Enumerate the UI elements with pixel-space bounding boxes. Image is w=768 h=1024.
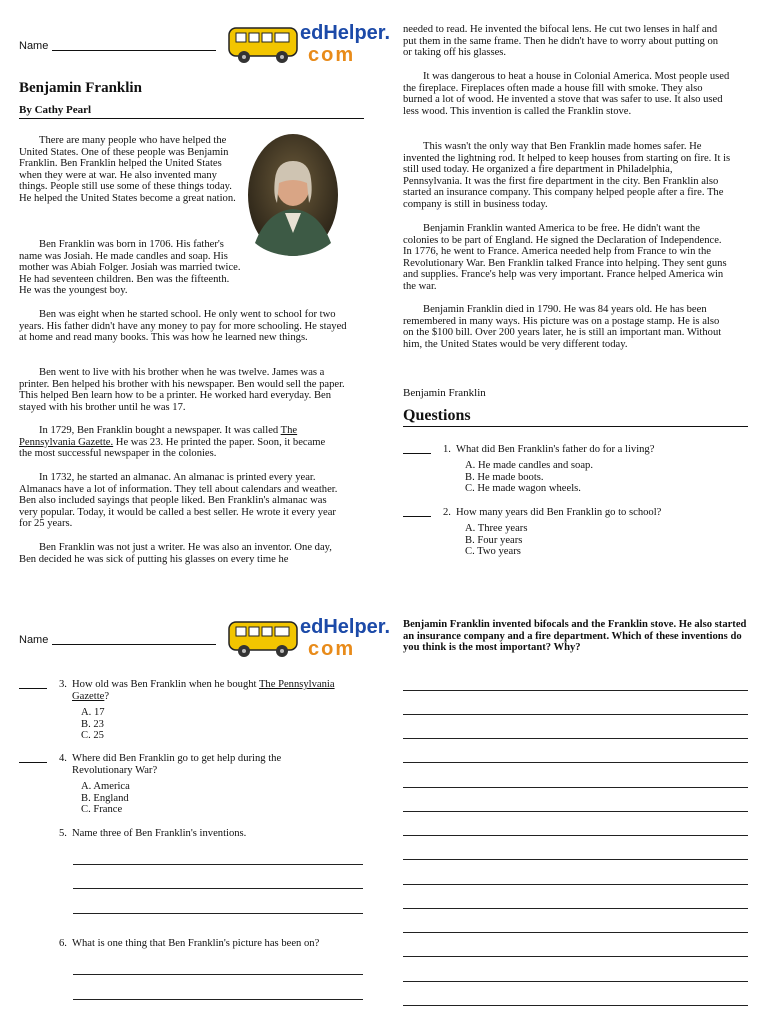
paragraph-2: Ben Franklin was born in 1706. His father's name was Josiah. He made candles and soap. His mother was Abiah Folger. Josiah was married twice. He had seventeen children. Ben was the fifteenth. He was the youngest boy. [19,239,241,297]
option-b[interactable]: B. Four years [465,534,523,546]
logo-sub: com [308,44,356,66]
logo-text: edHelper. [300,616,391,638]
footer-title: Benjamin Franklin [403,387,486,399]
name-underline[interactable] [52,644,216,645]
question-text: How old was Ben Franklin when he bought The Pennsylvania Gazette? [72,679,335,702]
essay-line[interactable] [403,1005,748,1006]
essay-line[interactable] [403,908,748,909]
answer-line[interactable] [73,913,363,914]
answer-line[interactable] [73,864,363,865]
answer-line[interactable] [73,974,363,975]
option-a[interactable]: A. He made candles and soap. [465,460,593,471]
answer-blank[interactable] [19,688,47,689]
questions-heading: Questions [403,407,471,424]
essay-prompt: Benjamin Franklin invented bifocals and the Franklin stove. He also started an insurance company and a fire department. Which of these inventions do you think is the most important? Why? [403,619,747,654]
essay-line[interactable] [403,714,748,715]
paragraph-9: It was dangerous to heat a house in Colonial America. Most people used the fireplace. Fireplaces often made a house fill with smoke. They also burned a lot of wood. He invented a stove that was safer to use. It also used less wood. This invention is called the Franklin stove. [403,71,730,117]
option-b[interactable]: B. England [81,792,129,804]
essay-line[interactable] [403,859,748,860]
paragraph-7: Ben Franklin was not just a writer. He was also an inventor. One day, Ben decided he was sick of putting his glasses on every time he [19,542,332,565]
essay-line[interactable] [403,762,748,763]
name-underline[interactable] [52,50,216,51]
title-rule [19,118,364,119]
paragraph-5: In 1729, Ben Franklin bought a newspaper. It was called The Pennsylvania Gazette. He was 23. He printed the paper. Soon, it became the most successful newspaper in the colonies. [19,425,326,460]
name-label: Name [19,40,49,52]
school-bus-icon [226,616,306,664]
paragraph-12: Benjamin Franklin died in 1790. He was 84 years old. He has been remembered in many ways. His picture was on a postage stamp. He is also on the $100 bill. Over 200 years later, he is still an important man. Without him, the United States would be very different today. [403,304,722,350]
name-label: Name [19,634,49,646]
paragraph-8: needed to read. He invented the bifocal lens. He cut two lenses in half and put them in the same frame. Then he didn't have to worry about putting on or taking off his glasses. [403,24,719,59]
question-3: 3. How old was Ben Franklin when he bought The Pennsylvania Gazette? A. 17 B. 23 C. 25 [19,679,369,745]
paragraph-1: There are many people who have helped the United States. One of these people was Benjamin Franklin. Ben Franklin helped the United States when they were at war. He also invented many things. People still use some of these things today. He helped the United States become a great nation. [19,135,236,204]
paragraph-10: This wasn't the only way that Ben Franklin made homes safer. He invented the lightning rod. It helped to keep houses from starting on fire. It is still used today. He organized a fire department in Philadelphia, Pennsylvania. It was the first fire department in the city. Ben Franklin also started an insurance company. This company helped people after a fire. The company is still in business today. [403,141,731,210]
essay-line[interactable] [403,787,748,788]
essay-line[interactable] [403,835,748,836]
option-a[interactable]: A. America [81,781,130,792]
essay-line[interactable] [403,884,748,885]
essay-line[interactable] [403,981,748,982]
option-c[interactable]: C. He made wagon wheels. [465,483,581,494]
question-1: 1. What did Ben Franklin's father do for a living? A. He made candles and soap. B. He made boots. C. He made wagon wheels. [403,444,748,504]
option-b[interactable]: B. He made boots. [465,471,544,483]
paragraph-6: In 1732, he started an almanac. An almanac is printed every year. Almanacs have a lot of information. They tell about calendars and weather. Ben also included sayings that people liked. Ben Franklin's almanac was very popular. Today, it would be called a best seller. He wrote it every year for 25 years. [19,472,338,530]
essay-line[interactable] [403,932,748,933]
option-c[interactable]: C. Two years [465,546,521,557]
answer-blank[interactable] [403,516,431,517]
answer-blank[interactable] [19,762,47,763]
question-4: 4. Where did Ben Franklin go to get help during the Revolutionary War? A. America B. England C. France [19,753,369,819]
edhelper-logo [226,22,391,70]
article-author: By Cathy Pearl [19,104,92,116]
paragraph-11: Benjamin Franklin wanted America to be free. He didn't want the colonies to be part of England. He signed the Declaration of Independence. In 1776, he went to France. America needed help from France to win the Revolutionary War. Ben Franklin talked France into helping. They sent guns and supplies. France's help was very important. France helped America win the war. [403,223,727,292]
answer-line[interactable] [73,888,363,889]
essay-line[interactable] [403,738,748,739]
logo-text: edHelper. [300,22,391,44]
question-2: 2. How many years did Ben Franklin go to school? A. Three years B. Four years C. Two years [403,507,748,567]
option-c[interactable]: C. France [81,804,123,815]
essay-line[interactable] [403,956,748,957]
option-a[interactable]: A. 17 [81,707,105,718]
paragraph-4: Ben went to live with his brother when he was twelve. James was a printer. Ben helped his brother with his newspaper. Ben would sell the paper. This helped Ben learn how to be a printer. He worked hard everyday. Ben stayed with his brother until he was 17. [19,367,345,413]
question-text: How many years did Ben Franklin go to school? [456,507,662,518]
answer-line[interactable] [73,999,363,1000]
article-title: Benjamin Franklin [19,80,142,96]
name-field-bottom[interactable] [19,634,216,646]
gazette-link: The Pennsylvania Gazette. [19,425,298,448]
essay-line[interactable] [403,811,748,812]
question-text: Where did Ben Franklin go to get help during the Revolutionary War? [72,753,282,776]
questions-rule [403,426,748,427]
paragraph-3: Ben was eight when he started school. He only went to school for two years. His father didn't have any money to pay for more schooling. He stayed at home and read many books. This was how he learned new things. [19,309,347,344]
essay-line[interactable] [403,690,748,691]
edhelper-logo [226,616,391,664]
question-text: What did Ben Franklin's father do for a living? [456,444,655,455]
option-b[interactable]: B. 23 [81,718,104,730]
option-a[interactable]: A. Three years [465,523,528,534]
school-bus-icon [226,22,306,70]
question-text: Name three of Ben Franklin's inventions. [72,828,247,839]
answer-blank[interactable] [403,453,431,454]
name-field-top[interactable] [19,40,216,52]
option-c[interactable]: C. 25 [81,730,104,741]
question-text: What is one thing that Ben Franklin's picture has been on? [72,938,320,949]
logo-sub: com [308,638,356,660]
